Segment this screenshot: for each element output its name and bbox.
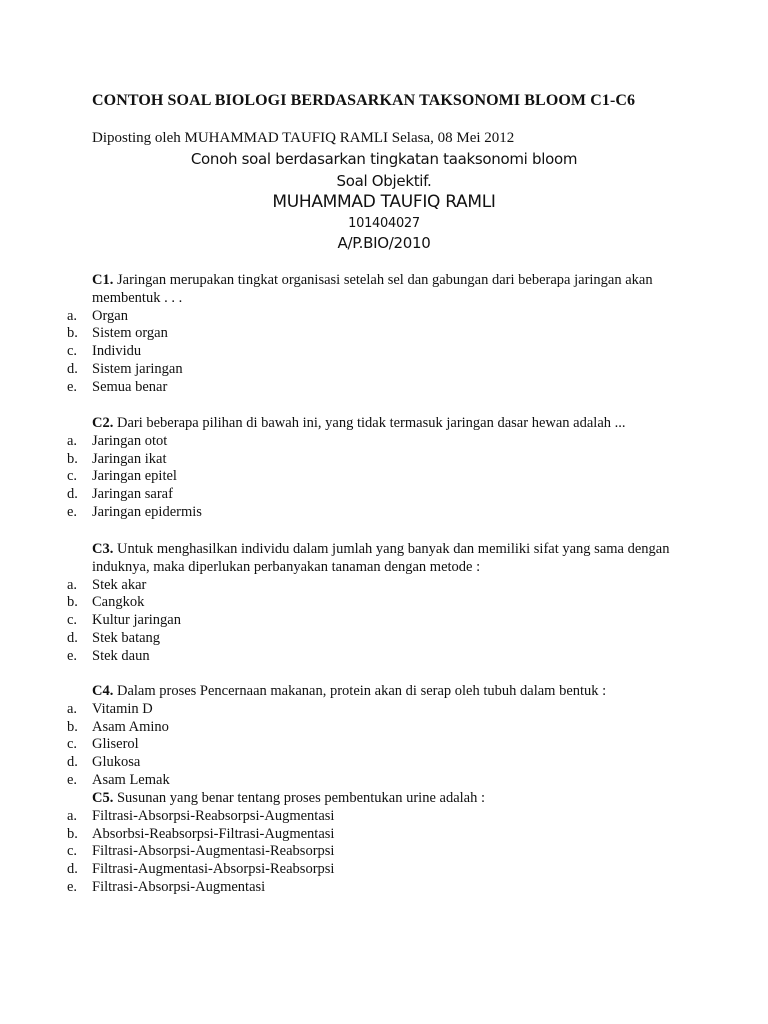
option-e (0, 772, 768, 790)
option-b (0, 719, 768, 737)
question-number: C5. (92, 790, 114, 806)
option-letter: d. (67, 754, 78, 771)
option-c (0, 343, 768, 361)
option-text: Jaringan ikat (92, 450, 167, 467)
option-letter: a. (67, 700, 78, 717)
option-text: Filtrasi-Absorpsi-Augmentasi-Reabsorpsi (92, 843, 335, 860)
option-b (0, 594, 768, 612)
option-c (0, 736, 768, 754)
option-text: Jaringan epidermis (92, 503, 202, 520)
option-letter: c. (67, 343, 78, 360)
option-letter: b. (67, 718, 78, 735)
option-a (0, 308, 768, 326)
option-e (0, 379, 768, 397)
option-text: Absorbsi-Reabsorpsi-Filtrasi-Augmentasi (92, 825, 335, 842)
option-text: Cangkok (92, 594, 145, 611)
option-letter: d. (67, 629, 78, 646)
option-text: Gliserol (92, 736, 139, 753)
option-letter: a. (67, 432, 78, 449)
question-stem (0, 272, 768, 308)
page-title: CONTOH SOAL BIOLOGI BERDASARKAN TAKSONOMI BLOOM C1-C6 (92, 92, 636, 109)
option-d (0, 630, 768, 648)
option-letter: a. (67, 307, 78, 324)
option-letter: e. (67, 647, 78, 664)
question-c5 (0, 790, 768, 897)
question-c4 (0, 683, 768, 790)
option-letter: e. (67, 771, 78, 788)
option-letter: e. (67, 503, 78, 520)
question-stem (0, 683, 768, 701)
option-text: Filtrasi-Absorpsi-Augmentasi (92, 878, 266, 895)
header-line-student-id: 101404027 (348, 216, 420, 231)
option-letter: b. (67, 325, 78, 342)
option-text: Glukosa (92, 754, 141, 771)
question-stem (0, 415, 768, 433)
question-stem (0, 541, 768, 577)
option-letter: c. (67, 736, 78, 753)
option-d (0, 754, 768, 772)
question-number: C1. (92, 272, 114, 288)
option-a (0, 808, 768, 826)
question-c1 (0, 272, 768, 397)
option-text: Organ (92, 307, 128, 324)
option-letter: b. (67, 450, 78, 467)
option-b (0, 826, 768, 844)
option-text: Kultur jaringan (92, 612, 181, 629)
question-text: Dalam proses Pencernaan makanan, protein akan di serap oleh tubuh dalam bentuk : (113, 683, 607, 699)
option-text: Jaringan saraf (92, 486, 173, 503)
option-a (0, 433, 768, 451)
option-letter: d. (67, 861, 78, 878)
question-stem (0, 790, 768, 808)
question-c3 (0, 541, 768, 666)
option-letter: c. (67, 468, 78, 485)
question-c2 (0, 415, 768, 522)
option-letter: a. (67, 807, 78, 824)
option-letter: d. (67, 486, 78, 503)
option-letter: c. (67, 843, 78, 860)
option-d (0, 361, 768, 379)
option-text: Jaringan otot (92, 432, 168, 449)
option-text: Stek akar (92, 576, 147, 593)
option-letter: d. (67, 360, 78, 377)
option-b (0, 325, 768, 343)
option-text: Individu (92, 343, 142, 360)
question-number: C4. (92, 683, 114, 699)
option-text: Sistem jaringan (92, 360, 183, 377)
question-number: C2. (92, 415, 114, 431)
posted-by-line: Diposting oleh MUHAMMAD TAUFIQ RAMLI Selasa, 08 Mei 2012 (92, 130, 515, 146)
header-line-type: Soal Objektif. (336, 172, 432, 190)
option-text: Semua benar (92, 378, 168, 395)
option-e (0, 879, 768, 897)
header-line-class: A/P.BIO/2010 (337, 234, 431, 252)
option-a (0, 701, 768, 719)
option-text: Stek batang (92, 629, 161, 646)
option-e (0, 648, 768, 666)
option-c (0, 843, 768, 861)
option-letter: c. (67, 612, 78, 629)
option-d (0, 486, 768, 504)
option-b (0, 451, 768, 469)
question-text: Jaringan merupakan tingkat organisasi setelah sel dan gabungan dari beberapa jaringan akan membentuk . . . (92, 272, 653, 306)
option-letter: a. (67, 576, 78, 593)
header-line-subtitle: Conoh soal berdasarkan tingkatan taaksonomi bloom (190, 150, 578, 168)
option-a (0, 577, 768, 595)
option-letter: b. (67, 594, 78, 611)
option-e (0, 504, 768, 522)
option-text: Stek daun (92, 647, 150, 664)
option-text: Jaringan epitel (92, 468, 177, 485)
option-d (0, 861, 768, 879)
option-text: Filtrasi-Augmentasi-Absorpsi-Reabsorpsi (92, 861, 335, 878)
option-text: Asam Lemak (92, 771, 170, 788)
option-c (0, 468, 768, 486)
option-text: Asam Amino (92, 718, 169, 735)
question-text: Untuk menghasilkan individu dalam jumlah yang banyak dan memiliki sifat yang sama dengan induknya, maka diperlukan perbanyakan tanaman dengan metode : (92, 541, 670, 575)
option-c (0, 612, 768, 630)
option-letter: b. (67, 825, 78, 842)
header-line-author: MUHAMMAD TAUFIQ RAMLI (272, 192, 496, 212)
option-letter: e. (67, 878, 78, 895)
question-text: Dari beberapa pilihan di bawah ini, yang tidak termasuk jaringan dasar hewan adalah ... (113, 415, 626, 431)
option-text: Vitamin D (92, 700, 153, 717)
question-number: C3. (92, 541, 114, 557)
option-text: Filtrasi-Absorpsi-Reabsorpsi-Augmentasi (92, 807, 335, 824)
option-letter: e. (67, 378, 78, 395)
option-text: Sistem organ (92, 325, 168, 342)
question-text: Susunan yang benar tentang proses pembentukan urine adalah : (113, 790, 486, 806)
